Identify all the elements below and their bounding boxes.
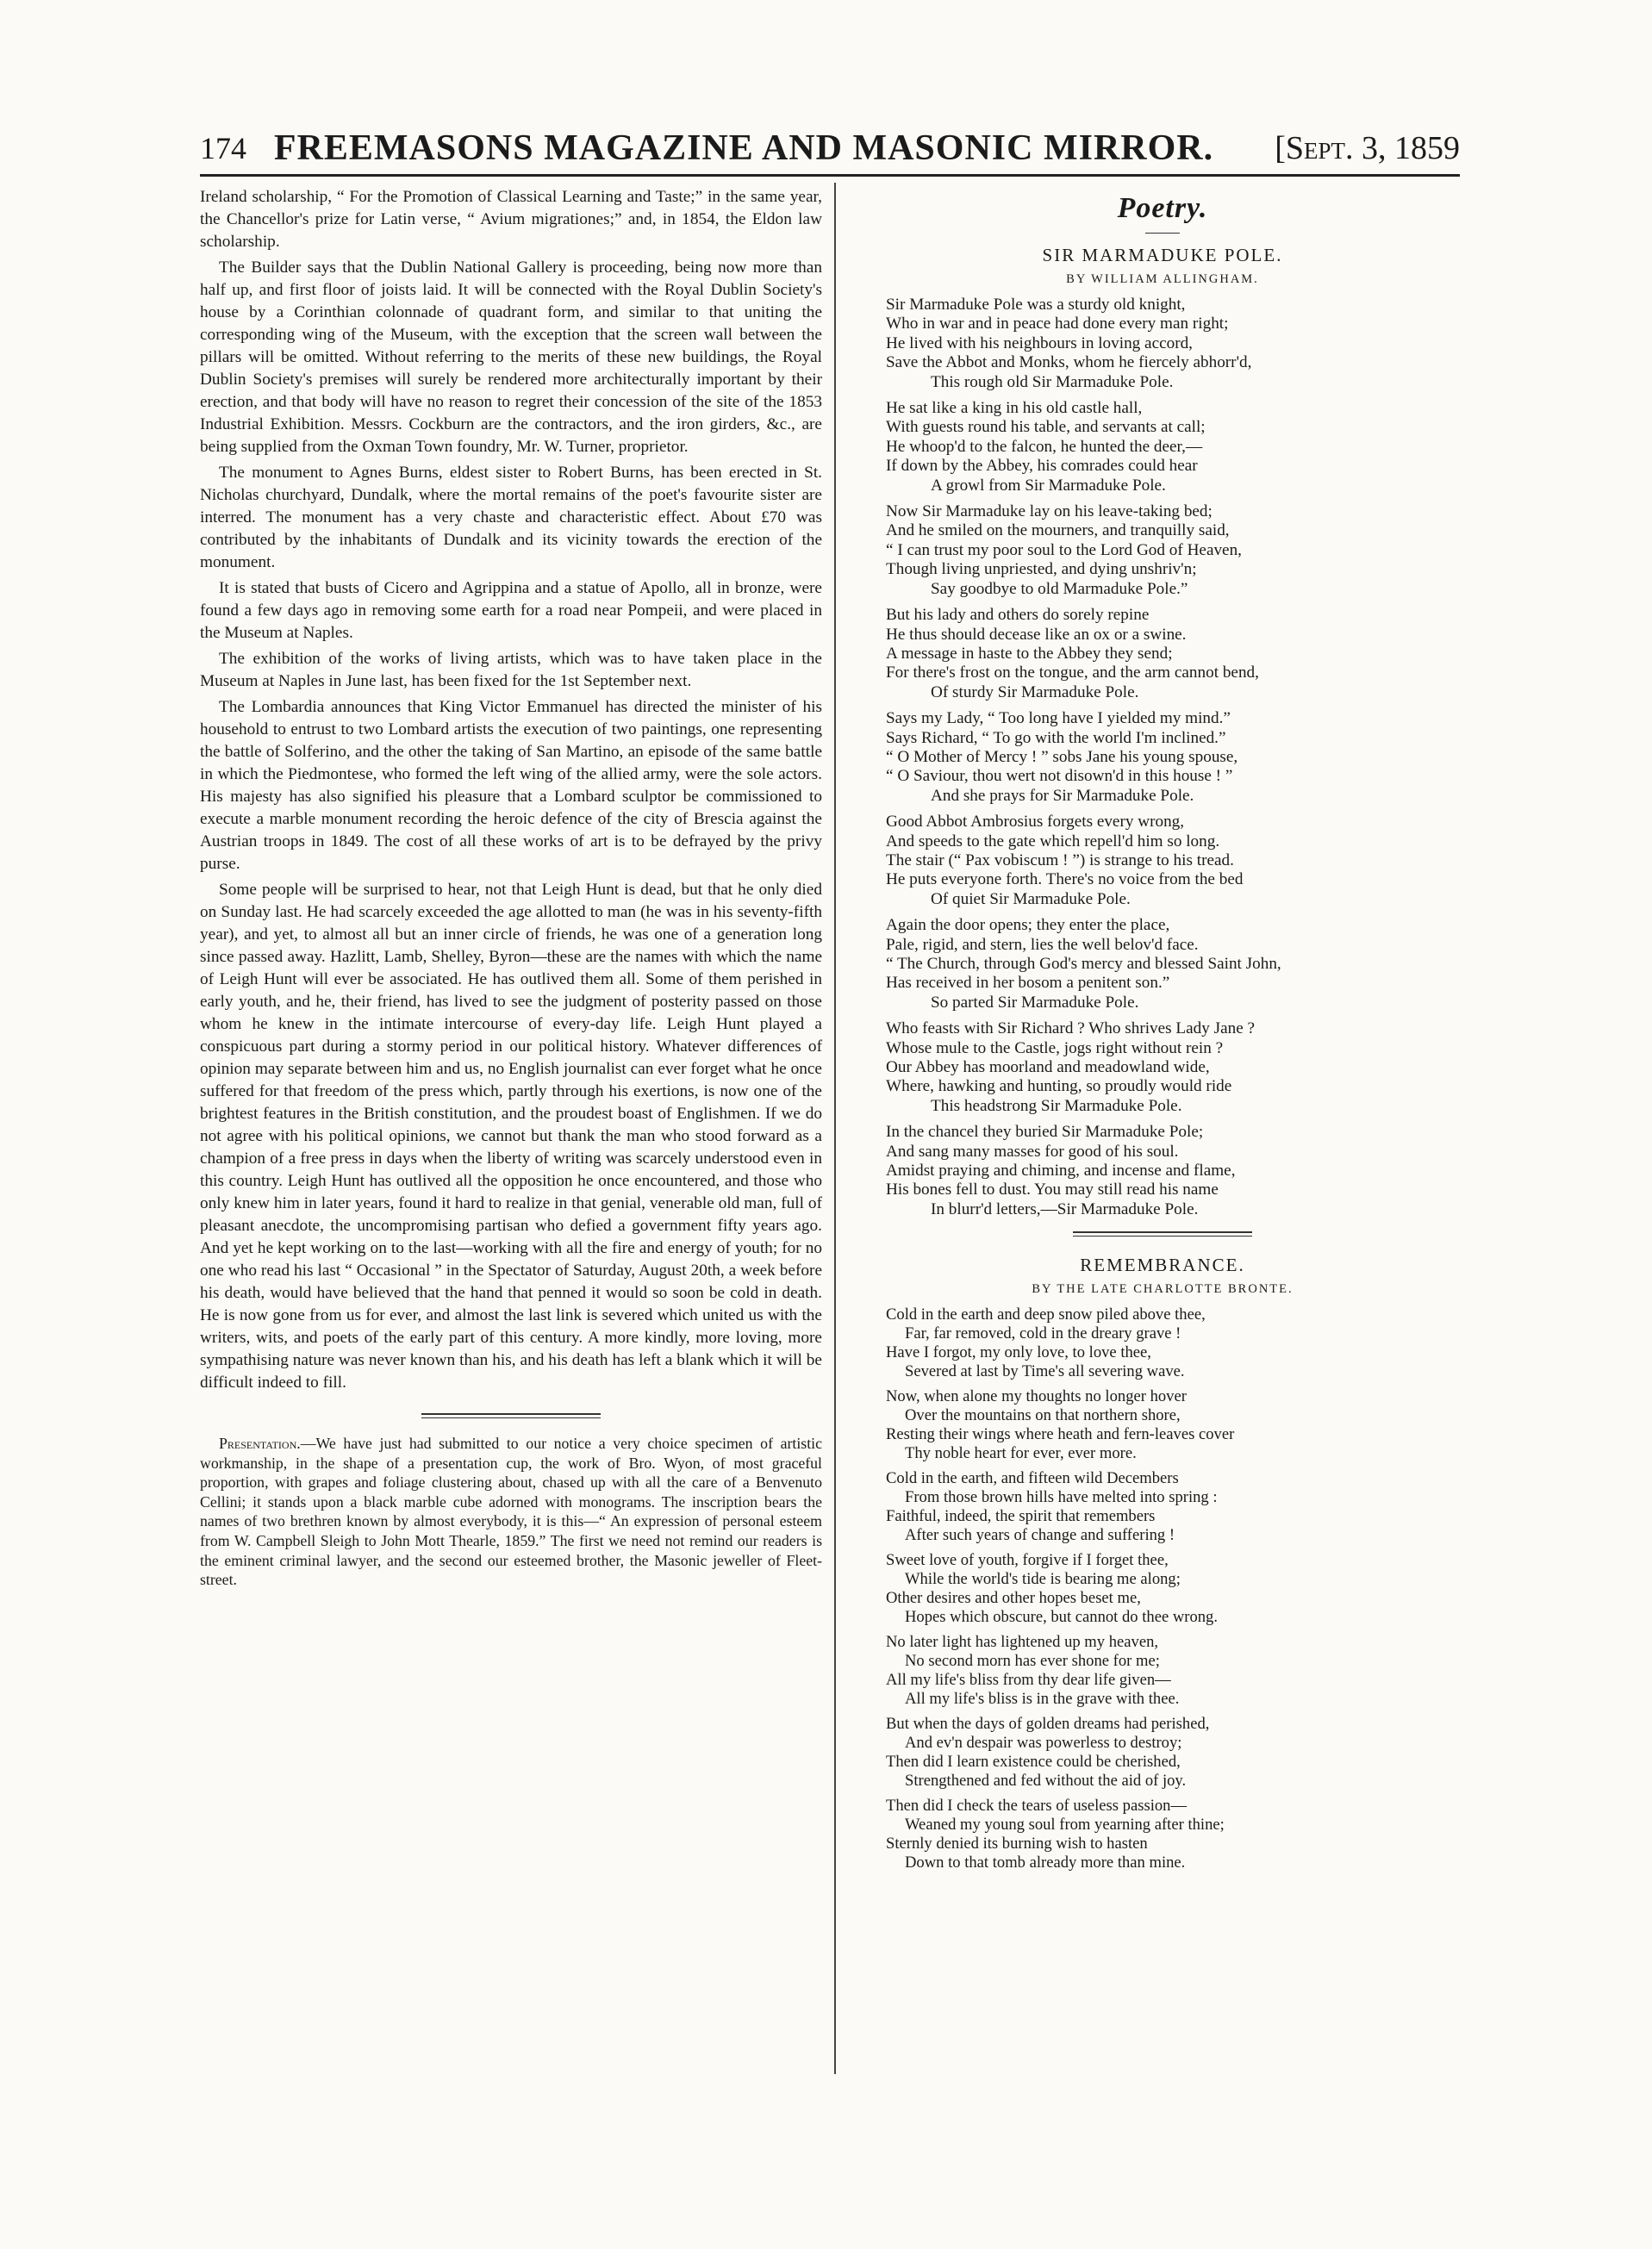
poem-line: Save the Abbot and Monks, whom he fiercely abhorr'd, (886, 353, 1252, 372)
poem-line: He thus should decease like an ox or a swine. (886, 625, 1187, 644)
presentation-text: —We have just had submitted to our notice a very choice specimen of artistic workmanship, in the shape of a presentation cup, the work of Bro. Wyon, of most graceful proportion, with grapes and foliage clustering about, chased up with all the care of a Benvenuto Cellini; it stands upon a black marble cube adorned with monograms. The inscription bears the names of two brethren known by almost everybody, it is this—“ An expression of personal esteem from W. Campbell Sleigh to John Mott Thearle, 1859.” The first we need not remind our readers is the eminent criminal lawyer, and the second our esteemed brother, the Masonic jeweller of Fleet-street. (200, 1435, 822, 1589)
poem-line: In blurr'd letters,—Sir Marmaduke Pole. (931, 1199, 1199, 1218)
poem-stanza (886, 296, 1460, 392)
poem-line: Hopes which obscure, but cannot do thee wrong. (905, 1608, 1219, 1627)
poem-line: Whose mule to the Castle, jogs right without rein ? (886, 1038, 1224, 1057)
poem-line: Though living unpriested, and dying unshriv'n; (886, 560, 1197, 579)
poem-line: Cold in the earth, and fifteen wild Decembers (886, 1469, 1179, 1488)
poem-line: Resting their wings where heath and fern-leaves cover (886, 1425, 1235, 1444)
poem-line: He lived with his neighbours in loving accord, (886, 333, 1193, 352)
poem-line: Other desires and other hopes beset me, (886, 1589, 1141, 1608)
poem-divider (1073, 1231, 1252, 1237)
presentation-paragraph (200, 1434, 822, 1590)
poem-line: Strengthened and fed without the aid of joy. (905, 1772, 1187, 1791)
poem-line: No second morn has ever shone for me; (905, 1652, 1160, 1671)
poem-stanza (886, 1305, 1460, 1381)
poem-line: With guests round his table, and servants at call; (886, 418, 1206, 437)
poem-line: And sang many masses for good of his soul. (886, 1142, 1179, 1161)
poem-title: SIR MARMADUKE POLE. (1042, 245, 1283, 265)
poem-line: “ I can trust my poor soul to the Lord God of Heaven, (886, 540, 1242, 559)
poem-stanza (886, 813, 1460, 909)
poem-line: Then did I check the tears of useless passion— (886, 1797, 1188, 1816)
column-divider (834, 183, 836, 2074)
presentation-lead: Presentation. (219, 1435, 301, 1452)
poem-stanza (886, 1715, 1460, 1791)
poem-line: His bones fell to dust. You may still read his name (886, 1181, 1219, 1199)
article-paragraph: Ireland scholarship, “ For the Promotion of Classical Learning and Taste;” in the same year, the Chancellor's prize for Latin verse, “ Avium migrationes;” and, in 1854, the Eldon law scholarship. (200, 188, 822, 251)
article-paragraph: Some people will be surprised to hear, not that Leigh Hunt is dead, but that he only died on Sunday last. He had scarcely exceeded the age allotted to man (he was in his seventy-fifth year), and yet, to almost all but an inner circle of friends, he was one of a generation long since passed away. Hazlitt, Lamb, Shelley, Byron—these are the names with which the name of Leigh Hunt will ever be associated. He has outlived them all. Some of them perished in early youth, and he, their friend, has lived to see the judgment of posterity passed on those whom he knew in the intimate intercourse of every-day life. Leigh Hunt played a conspicuous part during a stormy period in our political history. Whatever differences of opinion may separate between him and us, no English journalist can ever forget what he once suffered for that freedom of the press which, partly through his exertions, is now one of the brightest features in the British constitution, and the proudest boast of Englishmen. If we do not agree with his political opinions, we cannot but thank the man who stood forward as a champion of a free press in days when the liberty of writing was scarcely understood even in this country. Leigh Hunt has outlived all the opposition he once encountered, and those who only knew him in later years, found it hard to realize in that genial, venerable old man, full of pleasant anecdote, the uncompromising partisan who defied a government fifty years ago. And yet he kept working on to the last—working with all the fire and energy of youth; for no one who read his last “ Occasional ” in the Spectator of Saturday, August 20th, a week before his death, would have believed that the hand that penned it would so soon be cold in death. He is now gone from us for ever, and almost the last link is severed which united us with the writers, wits, and poets of the early part of this century. A more kindly, more loving, more sympathising nature was never known than his, and his death has left a blank which it will be difficult indeed to fill. (200, 881, 822, 1392)
page-number: 174 (200, 131, 246, 165)
poem-line: From those brown hills have melted into spring : (905, 1488, 1218, 1507)
poem-stanza (886, 1797, 1460, 1872)
poem-line: Sir Marmaduke Pole was a sturdy old knight, (886, 296, 1186, 314)
poem-line: Far, far removed, cold in the dreary grave ! (905, 1324, 1181, 1343)
poem-stanza (886, 606, 1460, 702)
poem-line: Say goodbye to old Marmaduke Pole.” (931, 579, 1188, 598)
poem-line: The stair (“ Pax vobiscum ! ”) is strange to his tread. (886, 850, 1234, 869)
poem-sir-marmaduke-pole (865, 242, 1460, 1219)
poem-remembrance (865, 1252, 1460, 1872)
poem-stanza (886, 399, 1460, 495)
poem-line: And she prays for Sir Marmaduke Pole. (931, 786, 1194, 805)
poem-line: “ O Saviour, thou wert not disown'd in this house ! ” (886, 767, 1233, 786)
article-paragraph: The Lombardia announces that King Victor Emmanuel has directed the minister of his household to entrust to two Lombard artists the execution of two paintings, one representing the battle of Solferino, and the other the taking of San Martino, an episode of the same battle in which the Piedmontese, who formed the left wing of the allied army, were the sole actors. His majesty has also signified his pleasure that a Lombard sculptor be commissioned to execute a marble monument recording the heroic defence of the city of Brescia against the Austrian troops in 1849. The cost of all these works of art is to be defrayed by the privy purse. (200, 698, 822, 873)
article-paragraph: The monument to Agnes Burns, eldest sister to Robert Burns, has been erected in St. Nicholas churchyard, Dundalk, where the mortal remains of the poet's favourite sister are interred. The monument has a very chaste and characteristic effect. About £70 was contributed by the inhabitants of Dundalk and its vicinity towards the erection of the monument. (200, 464, 822, 571)
left-column (200, 186, 822, 1590)
poem-line: For there's frost on the tongue, and the arm cannot bend, (886, 663, 1259, 682)
poem-stanza (886, 916, 1460, 1012)
poem-stanza (886, 502, 1460, 599)
poem-line: Says Richard, “ To go with the world I'm inclined.” (886, 728, 1226, 747)
poem-line: Again the door opens; they enter the place, (886, 916, 1170, 935)
poem-line: Now Sir Marmaduke lay on his leave-taking bed; (886, 502, 1213, 521)
poem-line: Where, hawking and hunting, so proudly would ride (886, 1077, 1232, 1096)
poem-line: He sat like a king in his old castle hall, (886, 399, 1143, 418)
poem-line: So parted Sir Marmaduke Pole. (931, 993, 1139, 1012)
poem-line: No later light has lightened up my heaven, (886, 1633, 1159, 1652)
poem-stanzas (865, 1305, 1460, 1872)
poem-stanza (886, 1019, 1460, 1116)
poem-line: Who feasts with Sir Richard ? Who shrives Lady Jane ? (886, 1019, 1256, 1038)
poem-line: But when the days of golden dreams had perished, (886, 1715, 1210, 1734)
poem-line: Sternly denied its burning wish to hasten (886, 1835, 1148, 1853)
article-paragraph: The Builder says that the Dublin National Gallery is proceeding, being now more than half up, and first floor of joists laid. It will be connected with the Royal Dublin Society's house by a Corinthian colonnade of quadrant form, and similar to that uniting the corresponding wing of the Museum, with the exception that the screen wall between the pillars will be omitted. Without referring to the merits of these new buildings, the Royal Dublin Society's premises will surely be rendered more architecturally important by their erection, and that body will have no reason to regret their concession of the site of the 1853 Industrial Exhibition. Messrs. Cockburn are the contractors, and the iron girders, &c., are being supplied from the Oxman Town foundry, Mr. W. Turner, proprietor. (200, 259, 822, 456)
poem-line: While the world's tide is bearing me along; (905, 1570, 1181, 1589)
masthead-title: FREEMASONS MAGAZINE AND MASONIC MIRROR. (273, 128, 1214, 168)
poem-line: Who in war and in peace had done every man right; (886, 315, 1229, 333)
poem-stanza (886, 1387, 1460, 1463)
poem-line: He whoop'd to the falcon, he hunted the deer,— (886, 437, 1203, 456)
poem-line: Faithful, indeed, the spirit that remembers (886, 1507, 1156, 1526)
poetry-heading: Poetry. (1117, 192, 1208, 224)
running-head (200, 128, 1460, 169)
poem-line: All my life's bliss is in the grave with thee. (905, 1690, 1180, 1709)
poem-line: Down to that tomb already more than mine. (905, 1853, 1186, 1872)
poem-line: Says my Lady, “ Too long have I yielded my mind.” (886, 709, 1231, 728)
poem-line: Of sturdy Sir Marmaduke Pole. (931, 682, 1139, 701)
poem-line: Severed at last by Time's all severing wave. (905, 1362, 1185, 1381)
poem-line: A growl from Sir Marmaduke Pole. (931, 476, 1166, 495)
poem-line: He puts everyone forth. There's no voice from the bed (886, 870, 1244, 889)
issue-date: [Sept. 3, 1859 (1275, 130, 1460, 166)
poem-line: After such years of change and suffering ! (905, 1526, 1175, 1545)
poem-line: This rough old Sir Marmaduke Pole. (931, 372, 1174, 391)
article-paragraph: It is stated that busts of Cicero and Agrippina and a statue of Apollo, all in bronze, were found a few days ago in removing some earth for a road near Pompeii, and were placed in the Museum at Naples. (200, 579, 822, 642)
poem-stanza (886, 1551, 1460, 1627)
poem-line: Good Abbot Ambrosius forgets every wrong, (886, 813, 1185, 832)
poem-stanza (886, 709, 1460, 806)
poem-line: Has received in her bosom a penitent son.” (886, 974, 1170, 993)
poem-line: Have I forgot, my only love, to love thee, (886, 1343, 1151, 1362)
poem-line: But his lady and others do sorely repine (886, 606, 1150, 625)
heading-rule (1145, 233, 1180, 234)
poem-line: Then did I learn existence could be cherished, (886, 1753, 1181, 1772)
poem-line: And he smiled on the mourners, and tranquilly said, (886, 521, 1230, 540)
poem-line: Of quiet Sir Marmaduke Pole. (931, 889, 1131, 908)
poem-byline: BY WILLIAM ALLINGHAM. (1066, 272, 1259, 286)
poem-line: Sweet love of youth, forgive if I forget thee, (886, 1551, 1169, 1570)
right-column (865, 186, 1460, 1878)
article-paragraph: The exhibition of the works of living artists, which was to have taken place in the Museum at Naples in June last, has been fixed for the 1st September next. (200, 650, 822, 690)
poem-line: All my life's bliss from thy dear life given— (886, 1671, 1171, 1690)
poem-line: Pale, rigid, and stern, lies the well belov'd face. (886, 935, 1199, 954)
poem-line: Amidst praying and chiming, and incense and flame, (886, 1162, 1236, 1181)
poem-line: Cold in the earth and deep snow piled above thee, (886, 1305, 1206, 1324)
poem-line: This headstrong Sir Marmaduke Pole. (931, 1096, 1182, 1115)
poem-line: “ O Mother of Mercy ! ” sobs Jane his young spouse, (886, 747, 1238, 766)
poem-line: In the chancel they buried Sir Marmaduke Pole; (886, 1123, 1204, 1142)
poem-line: Weaned my young soul from yearning after thine; (905, 1816, 1225, 1835)
poem-line: Our Abbey has moorland and meadowland wide, (886, 1058, 1210, 1077)
poem-byline: BY THE LATE CHARLOTTE BRONTE. (1032, 1282, 1294, 1297)
poem-line: Over the mountains on that northern shore, (905, 1406, 1181, 1425)
poem-title: REMEMBRANCE. (1080, 1255, 1245, 1276)
poem-line: And ev'n despair was powerless to destroy; (905, 1734, 1182, 1753)
poem-line: If down by the Abbey, his comrades could hear (886, 457, 1198, 476)
poem-line: And speeds to the gate which repell'd him so long. (886, 832, 1220, 850)
poem-line: Now, when alone my thoughts no longer hover (886, 1387, 1187, 1406)
poem-line: A message in haste to the Abbey they send; (886, 644, 1173, 663)
poem-stanzas (865, 296, 1460, 1219)
section-divider (421, 1413, 601, 1418)
poem-stanza (886, 1469, 1460, 1545)
poem-line: “ The Church, through God's mercy and blessed Saint John, (886, 955, 1281, 973)
poem-stanza (886, 1633, 1460, 1709)
poem-line: Thy noble heart for ever, ever more. (905, 1444, 1137, 1463)
header-rule (200, 174, 1460, 177)
poem-stanza (886, 1123, 1460, 1219)
